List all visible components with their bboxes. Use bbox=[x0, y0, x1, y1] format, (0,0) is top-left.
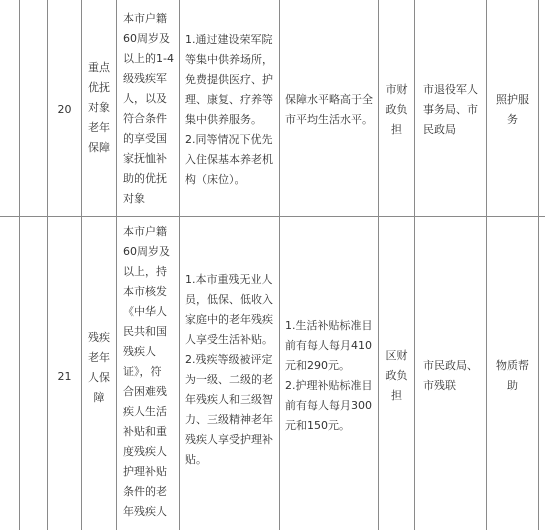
guarantee-standard: 1.生活补贴标准目 前有每人每月410 元和290元。 2.护理补贴标准目 前有每人每月300 元和150元。 bbox=[285, 319, 373, 432]
target-group: 本市户籍 60周岁及 以上的1-4 级残疾军 人，以及 符合条件 的享受国 家抚恤补 助的优抚 对象 bbox=[123, 12, 174, 205]
guarantee-standard: 保障水平略高于全 市平均生活水平。 bbox=[285, 93, 373, 126]
item-name: 重点 优抚 对象 老年 保障 bbox=[88, 61, 110, 154]
column-divider bbox=[414, 0, 415, 530]
row-number: 20 bbox=[57, 103, 72, 116]
column-divider bbox=[538, 0, 539, 530]
service-type: 照护服 务 bbox=[496, 93, 529, 126]
service-content: 1.本市重残无业人 员，低保、低收入 家庭中的老年残疾 人享受生活补贴。 2.残疾等级被评定 为一级、二级的老 年残疾人和三级智 力、三级精神老年 残疾人享受护理补 贴。 bbox=[185, 273, 273, 466]
funding-source: 市财 政负 担 bbox=[385, 83, 408, 136]
responsible-department: 市民政局、 市残联 bbox=[423, 359, 478, 392]
column-divider bbox=[47, 0, 48, 530]
column-divider bbox=[116, 0, 117, 530]
column-divider bbox=[19, 0, 20, 530]
item-name: 残疾 老年 人保 障 bbox=[88, 331, 110, 404]
funding-source: 区财 政负 担 bbox=[385, 349, 408, 402]
target-group: 本市户籍 60周岁及 以上，持 本市核发 《中华人 民共和国 残疾人 证》，符 合困难残 疾人生活 补贴和重 度残疾人 护理补贴 条件的老 年残疾人 bbox=[123, 225, 170, 518]
service-type: 物质帮 助 bbox=[496, 359, 529, 392]
row-divider bbox=[0, 216, 545, 217]
responsible-department: 市退役军人 事务局、市 民政局 bbox=[423, 83, 478, 136]
service-content: 1.通过建设荣军院 等集中供养场所， 免费提供医疗、护 理、康复、疗养等 集中供养服务。 2.同等情况下优先 入住保基本养老机 构（床位）。 bbox=[185, 33, 273, 186]
row-number: 21 bbox=[57, 370, 72, 383]
